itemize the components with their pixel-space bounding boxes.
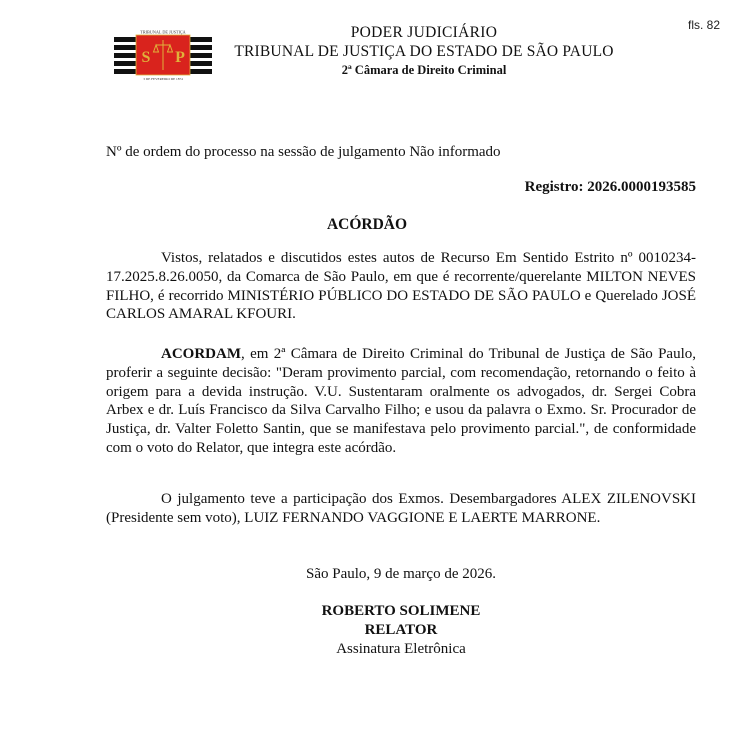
document-header: [200, 23, 648, 80]
paragraph-vistos-text: Vistos, relatados e discutidos estes autos de Recurso Em Sentido Estrito nº 0010234-17.2025.8.26.0050, da Comarca de São Paulo, em que é recorrente/querelante MILTON NEVES FILHO, é recorrido MINISTÉRIO PÚBLICO DO ESTADO DE SÃO PAULO e Querelado JOSÉ CARLOS AMARAL KFOURI.: [106, 250, 696, 323]
paragraph-julgamento: [106, 490, 696, 528]
page-number: fls. 82: [687, 18, 720, 32]
acordam-lead: ACORDAM: [161, 346, 241, 362]
signature-note: Assinatura Eletrônica: [336, 641, 466, 657]
seal-letter-p: P: [175, 49, 185, 66]
header-camara: 2ª Câmara de Direito Criminal: [341, 63, 507, 77]
seal-top-text: TRIBUNAL DE JUSTIÇA: [140, 29, 186, 35]
header-tribunal: TRIBUNAL DE JUSTIÇA DO ESTADO DE SÃO PAULO: [234, 43, 614, 60]
ordem-processo: Nº de ordem do processo na sessão de julgamento Não informado: [106, 144, 501, 160]
seal-bottom-text: 3 DE FEVEREIRO DE 1874: [143, 77, 183, 81]
tjsp-seal-logo: [114, 29, 212, 81]
registro-number: Registro: 2026.0000193585: [524, 179, 696, 195]
signature-block: [0, 602, 734, 659]
paragraph-vistos: [106, 249, 696, 324]
header-poder: PODER JUDICIÁRIO: [350, 24, 498, 41]
paragraph-julgamento-text: O julgamento teve a participação dos Exmos. Desembargadores ALEX ZILENOVSKI (Presidente sem voto), LUIZ FERNANDO VAGGIONE E LAERTE MARRONE.: [106, 491, 696, 526]
place-date: São Paulo, 9 de março de 2026.: [306, 566, 496, 582]
paragraph-acordam-text: , em 2ª Câmara de Direito Criminal do Tribunal de Justiça de São Paulo, proferir a seguinte decisão: "Deram provimento parcial, com recomendação, retornando o feito à origem para a devida instrução. V.U. Sustentaram oralmente os advogados, dr. Sergei Cobra Arbex e dr. Luís Francisco da Silva Carvalho Filho; e usou da palavra o Exmo. Sr. Procurador de Justiça, dr. Valter Foletto Santin, que se manifestava pelo provimento parcial.", de conformidade com o voto do Relator, que integra este acórdão.: [106, 346, 696, 456]
paragraph-acordam: [106, 345, 696, 458]
signer-role: RELATOR: [364, 622, 438, 638]
signer-name: ROBERTO SOLIMENE: [321, 603, 481, 619]
seal-letter-s: S: [141, 49, 151, 66]
document-title: ACÓRDÃO: [326, 216, 408, 233]
